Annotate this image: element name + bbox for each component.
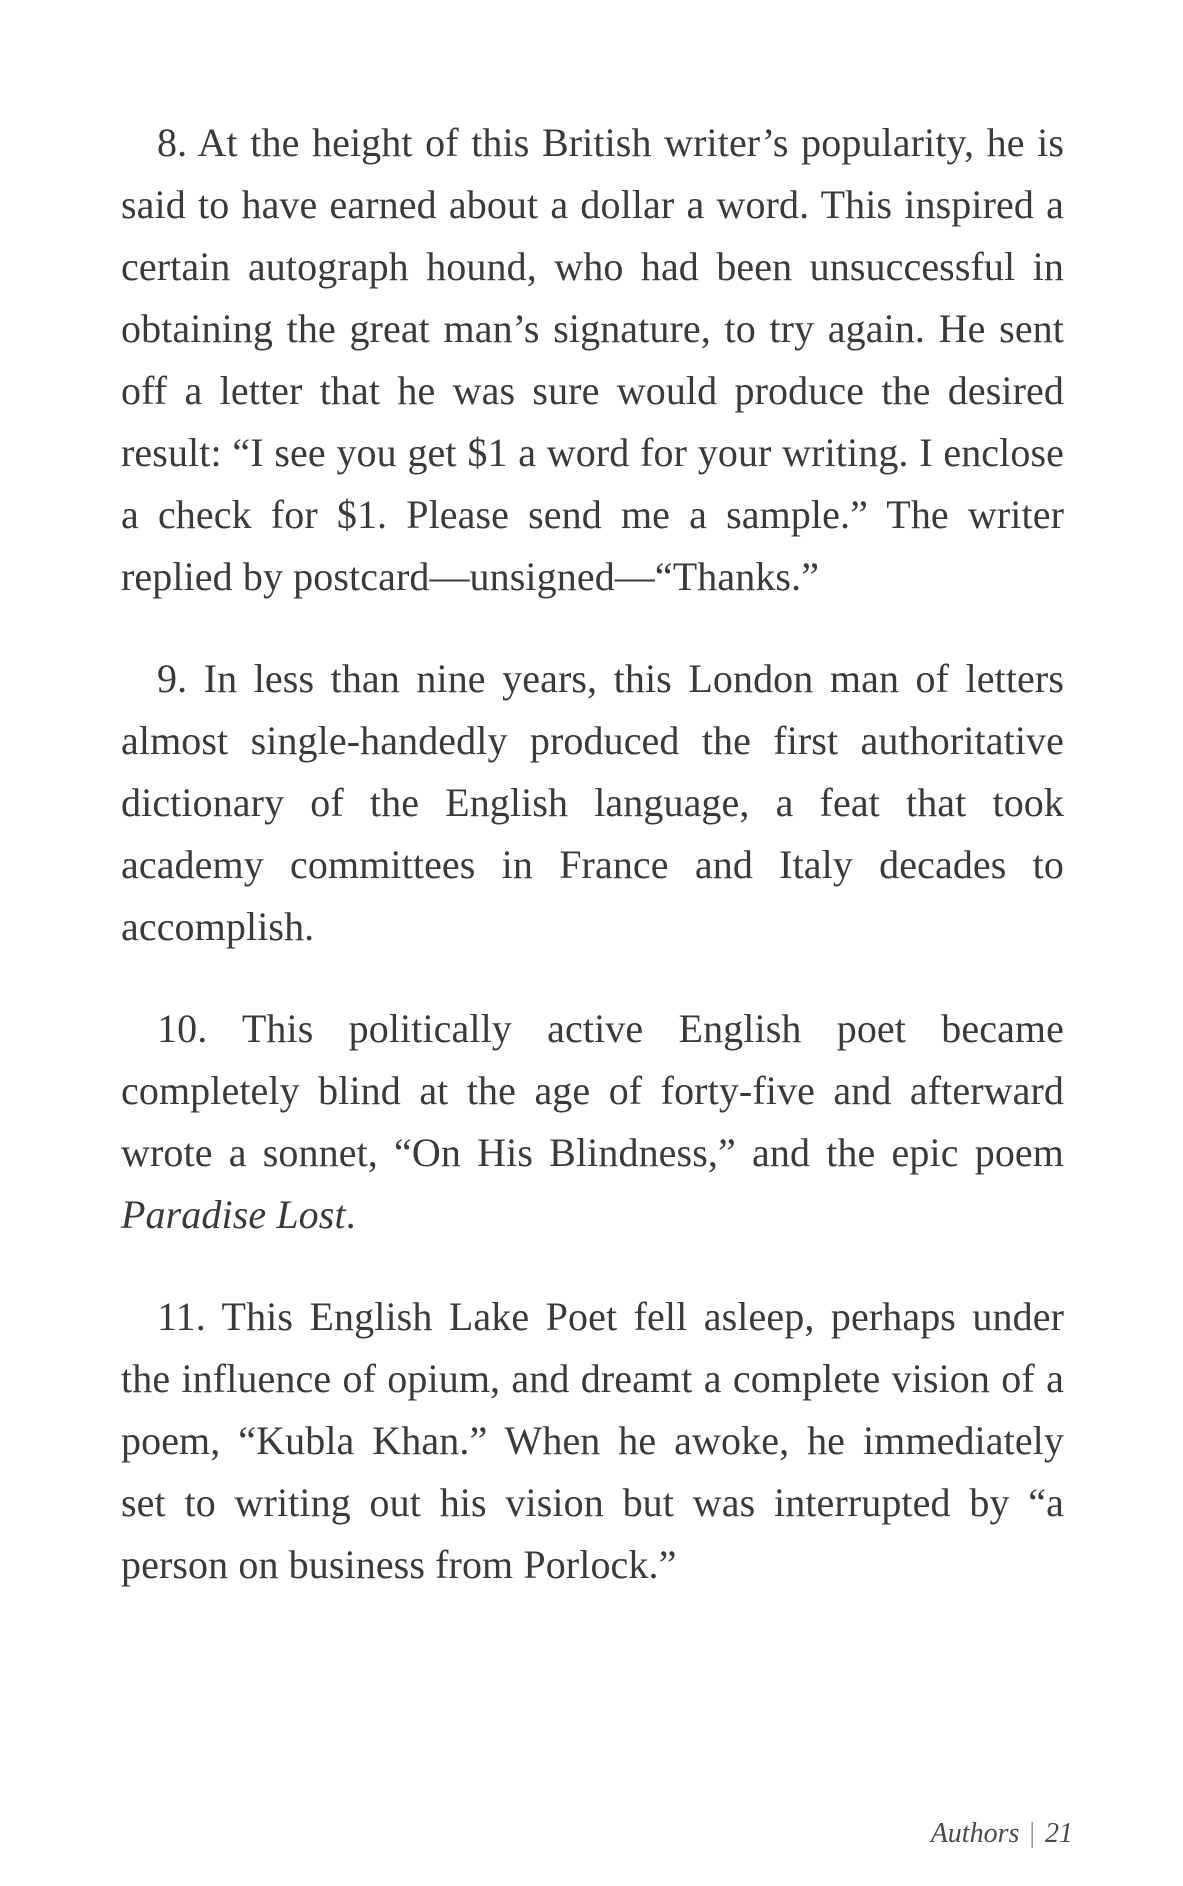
entry-10-text: 10. This politically active English poet became completely blind at the age of forty-five and afterward wrote a sonnet, “On His Blindness,” and the epic poem xyxy=(121,1006,1064,1175)
entry-9: 9. In less than nine years, this London man of letters almost single-handedly produced the first authoritative dictionary of the English language, a feat that took academy committees in France and Italy decades to accomplish. xyxy=(121,656,1064,949)
entry-10 xyxy=(121,998,1064,1246)
entry-10-tail: . xyxy=(345,1192,356,1237)
page-number: 21 xyxy=(1045,1818,1073,1849)
page-footer xyxy=(931,1818,1073,1850)
entry-8: 8. At the height of this British writer’s popularity, he is said to have earned about a dollar a word. This inspired a certain autograph hound, who had been unsuccessful in obtaining the great man’s signature, to try again. He sent off a letter that he was sure would produce the desired result: “I see you get $1 a word for your writing. I enclose a check for $1. Please send me a sample.” The writer replied by postcard—unsigned—“Thanks.” xyxy=(121,120,1064,599)
running-head: Authors xyxy=(930,1818,1020,1849)
entry-10-title: Paradise Lost xyxy=(121,1192,346,1237)
page-body xyxy=(121,112,1064,1596)
footer-separator: | xyxy=(1029,1818,1035,1849)
entry-11: 11. This English Lake Poet fell asleep, perhaps under the influence of opium, and dreamt a complete vision of a poem, “Kubla Khan.” When he awoke, he immediately set to writing out his vision but was interrupted by “a person on business from Porlock.” xyxy=(121,1294,1064,1587)
